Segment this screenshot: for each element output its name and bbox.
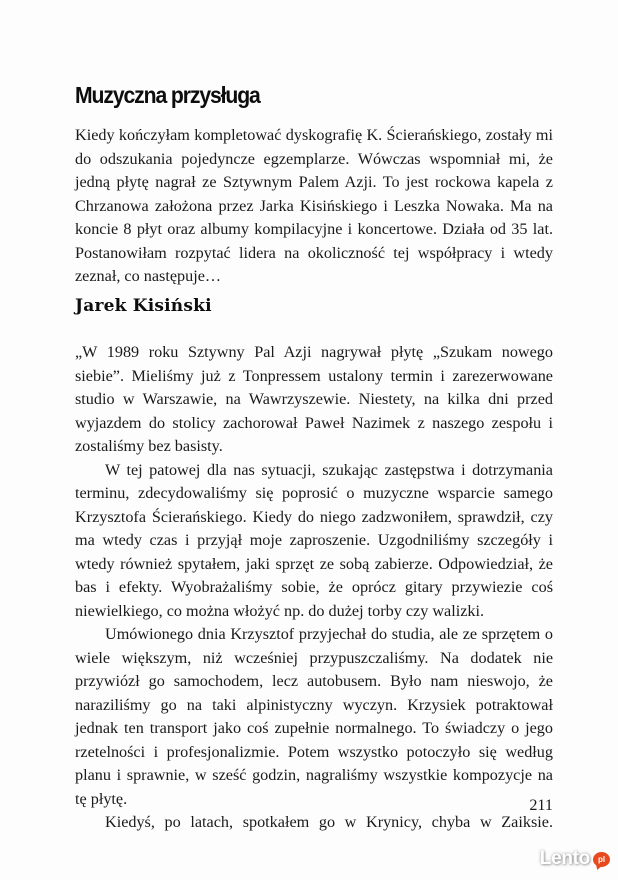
page-number: 211 xyxy=(529,796,553,814)
paragraph: Umówionego dnia Krzysztof przyjechał do studia, ale ze sprzętem o wiele większym, niż wcześniej przypuszczaliśmy. Na dodatek nie przywiózł go samochodem, lecz autobusem. Było nam nieswojo, że naraziliśmy go na taki alpinistyczny wyczyn. Krzysiek potraktował jednak ten transport jako coś zupełnie normalnego. To świadczy o jego rzetelności i profesjonalizmie. Potem wszystko potoczyło się według planu i sprawnie, w sześć godzin, nagraliśmy wszystkie kompozycje na tę płytę. xyxy=(75,625,553,808)
section-subtitle: Jarek Kisiński xyxy=(75,296,212,316)
paragraph: „W 1989 roku Sztywny Pal Azji nagrywał płytę „Szukam nowego siebie”. Mieliśmy już z Tonpressem ustalony termin i zarezerwowane studio w Warszawie, na Wawrzyszewie. Niestety, na kilka dni przed wyjazdem do stolicy zachorował Paweł Nazimek z naszego zespołu i zostaliśmy bez basisty. xyxy=(75,343,553,455)
paragraph: Kiedyś, po latach, spotkałem go w Krynicy, chyba w Zaiksie. xyxy=(105,813,553,831)
chapter-title: Muzyczna przysługa xyxy=(75,82,260,108)
watermark-text: Lento xyxy=(539,848,590,869)
interview-text xyxy=(75,341,553,835)
paragraph: W tej patowej dla nas sytuacji, szukając zastępstwa i dotrzymania terminu, zdecydowaliśmy się poprosić o muzyczne wsparcie samego Krzysztofa Ścierańskiego. Kiedy do niego zadzwoniłem, sprawdził, czy ma wtedy czas i przyjął moje zaproszenie. Uzgodniliśmy szczegóły i wtedy również spytałem, jaki sprzęt ze sobą zabierze. Odpowiedział, że bas i efekty. Wyobrażaliśmy sobie, że oprócz gitary przywiezie coś niewielkiego, co można włożyć np. do dużej torby czy walizki. xyxy=(75,460,553,620)
watermark-logo xyxy=(540,848,610,870)
speech-bubble-icon: pl xyxy=(593,852,610,867)
intro-paragraph: Kiedy kończyłam kompletować dyskografię K. Ścierańskiego, zostały mi do odszukania pojedyncze egzemplarze. Wówczas wspomniał mi, że jedną płytę nagrał ze Sztywnym Palem Azji. To jest rockowa kapela z Chrzanowa założona przez Jarka Kisińskiego i Leszka Nowaka. Ma na koncie 8 płyt oraz albumy kompilacyjne i koncertowe. Działa od 35 lat. Postanowiłam rozpytać lidera na okoliczność tej współpracy i wtedy zeznał, co następuje… xyxy=(75,126,553,285)
